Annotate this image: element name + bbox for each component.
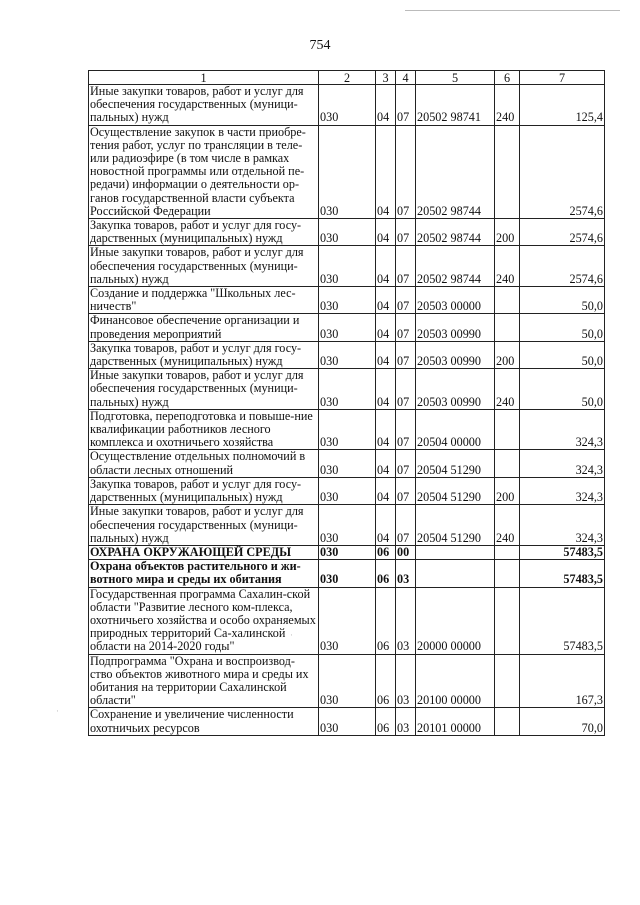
table-row bbox=[89, 409, 605, 450]
row-col5: 20100 00000 bbox=[416, 654, 495, 708]
row-col3: 04 bbox=[376, 409, 396, 450]
row-name: Сохранение и увеличение численности охотничьих ресурсов bbox=[89, 708, 319, 735]
col-header-6: 6 bbox=[495, 71, 520, 85]
row-amount: 50,0 bbox=[520, 314, 605, 341]
row-col2: 030 bbox=[319, 409, 376, 450]
row-col5: 20502 98744 bbox=[416, 246, 495, 287]
row-col4: 07 bbox=[396, 125, 416, 218]
row-col5: 20000 00000 bbox=[416, 587, 495, 654]
row-col3: 04 bbox=[376, 450, 396, 477]
row-name: Осуществление закупок в части приобре-тения работ, услуг по трансляции в теле- или радиоэфире (в том числе в рамках новостной программы или отдельной пе-редачи) информации о деятельности ор-ганов государственной власти субъекта Российской Федерации bbox=[89, 125, 319, 218]
row-col2: 030 bbox=[319, 246, 376, 287]
row-amount: 167,3 bbox=[520, 654, 605, 708]
row-col6: 200 bbox=[495, 477, 520, 504]
row-col3: 06 bbox=[376, 708, 396, 735]
scan-noise: · bbox=[290, 630, 293, 640]
row-col6 bbox=[495, 560, 520, 587]
row-col2: 030 bbox=[319, 545, 376, 559]
row-col2: 030 bbox=[319, 654, 376, 708]
table-row bbox=[89, 477, 605, 504]
col-header-3: 3 bbox=[376, 71, 396, 85]
table-row bbox=[89, 654, 605, 708]
row-col2: 030 bbox=[319, 314, 376, 341]
col-header-2: 2 bbox=[319, 71, 376, 85]
row-col4: 07 bbox=[396, 314, 416, 341]
row-col5: 20503 00990 bbox=[416, 341, 495, 368]
row-name: Подпрограмма "Охрана и воспроизвод-ство объектов животного мира и среды их обитания на территории Сахалинской области" bbox=[89, 654, 319, 708]
row-amount: 2574,6 bbox=[520, 125, 605, 218]
row-name: Закупка товаров, работ и услуг для госу-дарственных (муниципальных) нужд bbox=[89, 341, 319, 368]
row-col2: 030 bbox=[319, 287, 376, 314]
row-col5: 20503 00990 bbox=[416, 314, 495, 341]
row-col4: 03 bbox=[396, 560, 416, 587]
col-header-4: 4 bbox=[396, 71, 416, 85]
row-col3: 06 bbox=[376, 545, 396, 559]
table-row bbox=[89, 560, 605, 587]
row-name: Финансовое обеспечение организации и проведения мероприятий bbox=[89, 314, 319, 341]
row-col5 bbox=[416, 560, 495, 587]
row-col3: 04 bbox=[376, 287, 396, 314]
row-col5: 20504 51290 bbox=[416, 505, 495, 546]
row-col5: 20101 00000 bbox=[416, 708, 495, 735]
table-row bbox=[89, 505, 605, 546]
row-col2: 030 bbox=[319, 560, 376, 587]
table-row bbox=[89, 287, 605, 314]
row-col6 bbox=[495, 287, 520, 314]
scan-noise: · bbox=[56, 706, 59, 716]
table-row bbox=[89, 219, 605, 246]
row-amount: 57483,5 bbox=[520, 560, 605, 587]
table-row bbox=[89, 587, 605, 654]
row-col6 bbox=[495, 125, 520, 218]
row-name: Подготовка, переподготовка и повыше-ние квалификации работников лесного комплекса и охотничьего хозяйства bbox=[89, 409, 319, 450]
row-col5: 20503 00000 bbox=[416, 287, 495, 314]
row-amount: 50,0 bbox=[520, 369, 605, 410]
page-number: 754 bbox=[309, 38, 331, 53]
table-row bbox=[89, 450, 605, 477]
row-amount: 324,3 bbox=[520, 409, 605, 450]
row-col6 bbox=[495, 409, 520, 450]
row-col4: 03 bbox=[396, 708, 416, 735]
row-name: Осуществление отдельных полномочий в области лесных отношений bbox=[89, 450, 319, 477]
row-col4: 00 bbox=[396, 545, 416, 559]
row-col6: 240 bbox=[495, 369, 520, 410]
table-row bbox=[89, 85, 605, 126]
row-name: Охрана объектов растительного и жи-вотного мира и среды их обитания bbox=[89, 560, 319, 587]
row-col4: 07 bbox=[396, 287, 416, 314]
row-col2: 030 bbox=[319, 85, 376, 126]
col-header-5: 5 bbox=[416, 71, 495, 85]
row-col6 bbox=[495, 545, 520, 559]
row-col4: 07 bbox=[396, 477, 416, 504]
row-col3: 04 bbox=[376, 341, 396, 368]
row-amount: 125,4 bbox=[520, 85, 605, 126]
row-amount: 324,3 bbox=[520, 450, 605, 477]
row-amount: 57483,5 bbox=[520, 587, 605, 654]
row-col3: 04 bbox=[376, 85, 396, 126]
row-col5: 20502 98741 bbox=[416, 85, 495, 126]
row-name: Иные закупки товаров, работ и услуг для обеспечения государственных (муници-пальных) нужд bbox=[89, 246, 319, 287]
row-name: Создание и поддержка "Школьных лес-ничеств" bbox=[89, 287, 319, 314]
row-col6 bbox=[495, 314, 520, 341]
row-col4: 07 bbox=[396, 505, 416, 546]
row-col2: 030 bbox=[319, 708, 376, 735]
row-col3: 04 bbox=[376, 369, 396, 410]
row-col4: 07 bbox=[396, 219, 416, 246]
table-row bbox=[89, 708, 605, 735]
row-amount: 70,0 bbox=[520, 708, 605, 735]
row-amount: 2574,6 bbox=[520, 246, 605, 287]
row-name: Закупка товаров, работ и услуг для госу-дарственных (муниципальных) нужд bbox=[89, 477, 319, 504]
row-col4: 07 bbox=[396, 369, 416, 410]
row-col2: 030 bbox=[319, 341, 376, 368]
row-amount: 324,3 bbox=[520, 505, 605, 546]
table-row bbox=[89, 545, 605, 559]
row-name: Закупка товаров, работ и услуг для госу-дарственных (муниципальных) нужд bbox=[89, 219, 319, 246]
row-col3: 04 bbox=[376, 219, 396, 246]
table-row bbox=[89, 125, 605, 218]
row-col2: 030 bbox=[319, 219, 376, 246]
row-col6: 240 bbox=[495, 246, 520, 287]
header-row bbox=[89, 71, 605, 85]
row-col2: 030 bbox=[319, 505, 376, 546]
col-header-7: 7 bbox=[520, 71, 605, 85]
row-col4: 03 bbox=[396, 654, 416, 708]
row-name: Иные закупки товаров, работ и услуг для обеспечения государственных (муници-пальных) нужд bbox=[89, 369, 319, 410]
row-amount: 50,0 bbox=[520, 287, 605, 314]
row-col6: 240 bbox=[495, 505, 520, 546]
row-col5: 20502 98744 bbox=[416, 125, 495, 218]
row-col2: 030 bbox=[319, 477, 376, 504]
row-col3: 04 bbox=[376, 125, 396, 218]
table-row bbox=[89, 314, 605, 341]
top-rule bbox=[405, 10, 620, 11]
row-col2: 030 bbox=[319, 125, 376, 218]
row-col5: 20504 00000 bbox=[416, 409, 495, 450]
row-col5 bbox=[416, 545, 495, 559]
row-col2: 030 bbox=[319, 587, 376, 654]
row-col4: 07 bbox=[396, 450, 416, 477]
row-col3: 06 bbox=[376, 560, 396, 587]
budget-table bbox=[88, 70, 605, 736]
table-row bbox=[89, 341, 605, 368]
row-amount: 2574,6 bbox=[520, 219, 605, 246]
row-name: ОХРАНА ОКРУЖАЮЩЕЙ СРЕДЫ bbox=[89, 545, 319, 559]
row-col4: 03 bbox=[396, 587, 416, 654]
col-header-1: 1 bbox=[89, 71, 319, 85]
row-col4: 07 bbox=[396, 246, 416, 287]
table-row bbox=[89, 369, 605, 410]
row-col3: 04 bbox=[376, 246, 396, 287]
row-col4: 07 bbox=[396, 85, 416, 126]
row-col6: 240 bbox=[495, 85, 520, 126]
table-row bbox=[89, 246, 605, 287]
row-col5: 20504 51290 bbox=[416, 450, 495, 477]
row-col3: 06 bbox=[376, 587, 396, 654]
row-amount: 50,0 bbox=[520, 341, 605, 368]
row-col5: 20503 00990 bbox=[416, 369, 495, 410]
row-col6 bbox=[495, 450, 520, 477]
row-name: Государственная программа Сахалин-ской области "Развитие лесного ком-плекса, охотничьего хозяйства и особо охраняемых природных территорий Са-халинской области на 2014-2020 годы" bbox=[89, 587, 319, 654]
row-col3: 04 bbox=[376, 505, 396, 546]
row-col2: 030 bbox=[319, 450, 376, 477]
row-name: Иные закупки товаров, работ и услуг для обеспечения государственных (муници-пальных) нужд bbox=[89, 505, 319, 546]
row-col4: 07 bbox=[396, 409, 416, 450]
row-col5: 20504 51290 bbox=[416, 477, 495, 504]
row-amount: 324,3 bbox=[520, 477, 605, 504]
row-col3: 04 bbox=[376, 477, 396, 504]
row-col6 bbox=[495, 708, 520, 735]
row-col6 bbox=[495, 654, 520, 708]
row-name: Иные закупки товаров, работ и услуг для обеспечения государственных (муници-пальных) нужд bbox=[89, 85, 319, 126]
row-col3: 04 bbox=[376, 314, 396, 341]
row-col3: 06 bbox=[376, 654, 396, 708]
row-col4: 07 bbox=[396, 341, 416, 368]
row-amount: 57483,5 bbox=[520, 545, 605, 559]
row-col6 bbox=[495, 587, 520, 654]
row-col6: 200 bbox=[495, 219, 520, 246]
row-col6: 200 bbox=[495, 341, 520, 368]
row-col2: 030 bbox=[319, 369, 376, 410]
row-col5: 20502 98744 bbox=[416, 219, 495, 246]
